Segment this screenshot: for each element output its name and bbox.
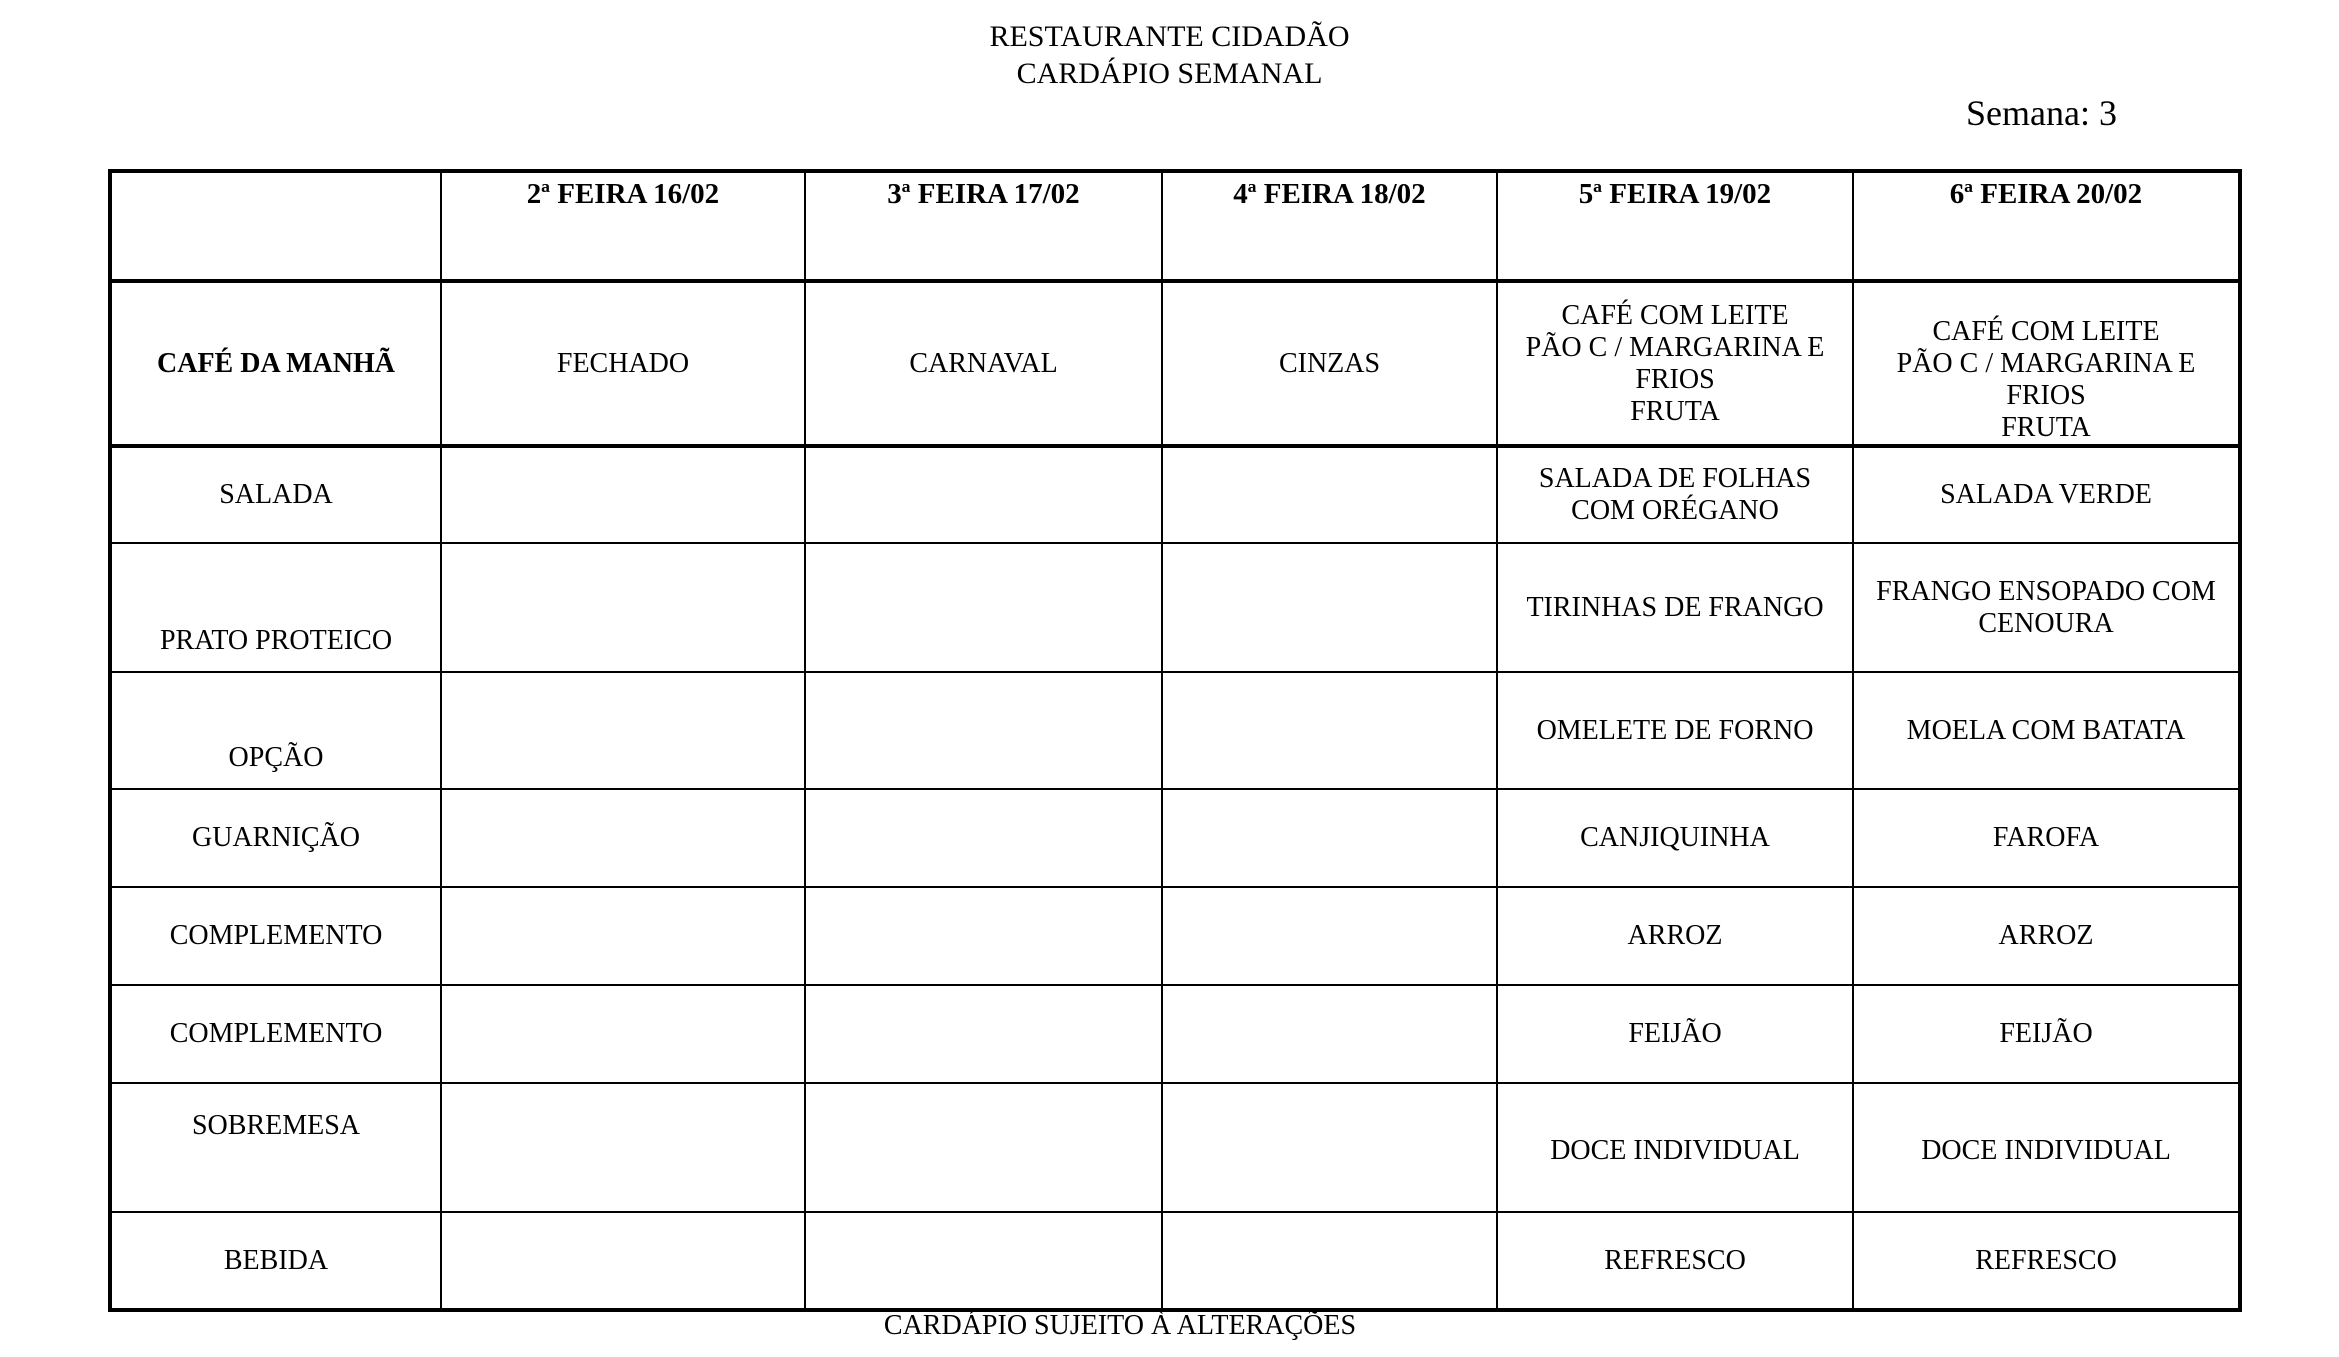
- menu-item-line: CAFÉ COM LEITE: [1932, 316, 2160, 347]
- menu-cell: [805, 1083, 1162, 1212]
- menu-item-line: FEIJÃO: [1999, 1018, 2093, 1049]
- menu-cell: FECHADO: [441, 281, 805, 446]
- day-header: 4ª FEIRA 18/02: [1162, 171, 1497, 281]
- table-row: [110, 789, 2240, 887]
- day-header: 6ª FEIRA 20/02: [1853, 171, 2240, 281]
- menu-item-line: FRUTA: [1630, 395, 1720, 427]
- menu-cell: [441, 1083, 805, 1212]
- menu-cell: [441, 789, 805, 887]
- menu-subtitle: CARDÁPIO SEMANAL: [1016, 57, 1323, 90]
- menu-cell: [805, 789, 1162, 887]
- menu-item-line: PÃO C / MARGARINA E: [1896, 348, 2196, 379]
- menu-item-line: PÃO C / MARGARINA E: [1525, 331, 1825, 363]
- table-header-row: [110, 171, 2240, 281]
- table-row: [110, 985, 2240, 1083]
- table-row: [110, 281, 2240, 446]
- menu-cell: [1162, 543, 1497, 672]
- menu-cell: [805, 985, 1162, 1083]
- menu-cell: [805, 446, 1162, 543]
- menu-item-line: FAROFA: [1992, 822, 2100, 853]
- menu-item-line: REFRESCO: [1604, 1244, 1746, 1276]
- menu-cell: [1497, 446, 1853, 543]
- disclaimer-footer: CARDÁPIO SUJEITO À ALTERAÇÕES: [883, 1310, 1357, 1341]
- menu-cell: [1497, 281, 1853, 446]
- menu-cell: [441, 1212, 805, 1310]
- menu-item-line: SALADA VERDE: [1940, 479, 2152, 510]
- menu-item-line: FEIJÃO: [1628, 1018, 1722, 1049]
- table-row: [110, 672, 2240, 789]
- weekly-menu-table: [108, 169, 2242, 1312]
- menu-cell: [1497, 543, 1853, 672]
- day-header: 3ª FEIRA 17/02: [805, 171, 1162, 281]
- table-row: [110, 446, 2240, 543]
- menu-cell: [1497, 1212, 1853, 1310]
- menu-cell: [441, 672, 805, 789]
- menu-cell: [441, 543, 805, 672]
- menu-cell: CINZAS: [1162, 281, 1497, 446]
- corner-cell: [110, 171, 441, 281]
- table-row: [110, 543, 2240, 672]
- menu-item-line: FRIOS: [1635, 363, 1715, 395]
- menu-cell: [805, 887, 1162, 985]
- menu-cell: [1853, 672, 2240, 789]
- menu-cell: CARNAVAL: [805, 281, 1162, 446]
- menu-item-line: ARROZ: [1627, 920, 1723, 951]
- menu-item-line: SALADA DE FOLHAS: [1538, 463, 1812, 494]
- menu-cell: [1853, 985, 2240, 1083]
- menu-cell: [1853, 887, 2240, 985]
- week-number: Semana: 3: [1966, 93, 2117, 133]
- menu-item-line: DOCE INDIVIDUAL: [1550, 1135, 1800, 1166]
- row-label: COMPLEMENTO: [110, 887, 441, 985]
- row-label: BEBIDA: [110, 1212, 441, 1310]
- menu-cell: [1162, 672, 1497, 789]
- document-title: [0, 18, 2339, 92]
- day-header: 2ª FEIRA 16/02: [441, 171, 805, 281]
- row-label: SALADA: [110, 446, 441, 543]
- menu-cell: [1497, 672, 1853, 789]
- menu-item-line: DOCE INDIVIDUAL: [1921, 1135, 2171, 1166]
- menu-item-line: CENOURA: [1978, 607, 2114, 639]
- menu-cell: [805, 1212, 1162, 1310]
- menu-cell: [1162, 985, 1497, 1083]
- menu-item-line: TIRINHAS DE FRANGO: [1526, 591, 1824, 623]
- menu-cell: [1162, 887, 1497, 985]
- menu-cell: [1497, 789, 1853, 887]
- menu-cell: [441, 887, 805, 985]
- menu-item-line: CANJIQUINHA: [1580, 822, 1770, 853]
- menu-cell: [1162, 789, 1497, 887]
- menu-item-line: OMELETE DE FORNO: [1536, 714, 1814, 746]
- menu-item-line: ARROZ: [1998, 920, 2094, 951]
- menu-cell: [1853, 1083, 2240, 1212]
- row-label: PRATO PROTEICO: [110, 543, 441, 672]
- menu-cell: [1853, 1212, 2240, 1310]
- row-label: OPÇÃO: [110, 672, 441, 789]
- menu-item-line: FRANGO ENSOPADO COM: [1876, 575, 2216, 607]
- row-label: CAFÉ DA MANHÃ: [110, 281, 441, 446]
- table-row: [110, 1083, 2240, 1212]
- menu-item-line: FRUTA: [2001, 412, 2091, 443]
- menu-cell: [1162, 446, 1497, 543]
- row-label: GUARNIÇÃO: [110, 789, 441, 887]
- menu-cell: [1162, 1083, 1497, 1212]
- table-row: [110, 1212, 2240, 1310]
- day-header: 5ª FEIRA 19/02: [1497, 171, 1853, 281]
- menu-cell: [1162, 1212, 1497, 1310]
- menu-cell: [1853, 446, 2240, 543]
- menu-item-line: CAFÉ COM LEITE: [1561, 299, 1789, 331]
- row-label: SOBREMESA: [110, 1083, 441, 1212]
- menu-cell: [805, 543, 1162, 672]
- table-row: [110, 887, 2240, 985]
- menu-cell: [1497, 1083, 1853, 1212]
- menu-cell: [1853, 789, 2240, 887]
- menu-cell: [441, 446, 805, 543]
- menu-cell: [441, 985, 805, 1083]
- menu-item-line: MOELA COM BATATA: [1906, 714, 2186, 746]
- menu-cell: [805, 672, 1162, 789]
- restaurant-name: RESTAURANTE CIDADÃO: [989, 20, 1350, 53]
- row-label: COMPLEMENTO: [110, 985, 441, 1083]
- menu-cell: [1497, 985, 1853, 1083]
- menu-cell: [1497, 887, 1853, 985]
- menu-item-line: COM ORÉGANO: [1571, 495, 1779, 526]
- menu-cell: [1853, 281, 2240, 446]
- menu-item-line: FRIOS: [2006, 380, 2086, 411]
- menu-item-line: REFRESCO: [1975, 1244, 2117, 1276]
- menu-cell: [1853, 543, 2240, 672]
